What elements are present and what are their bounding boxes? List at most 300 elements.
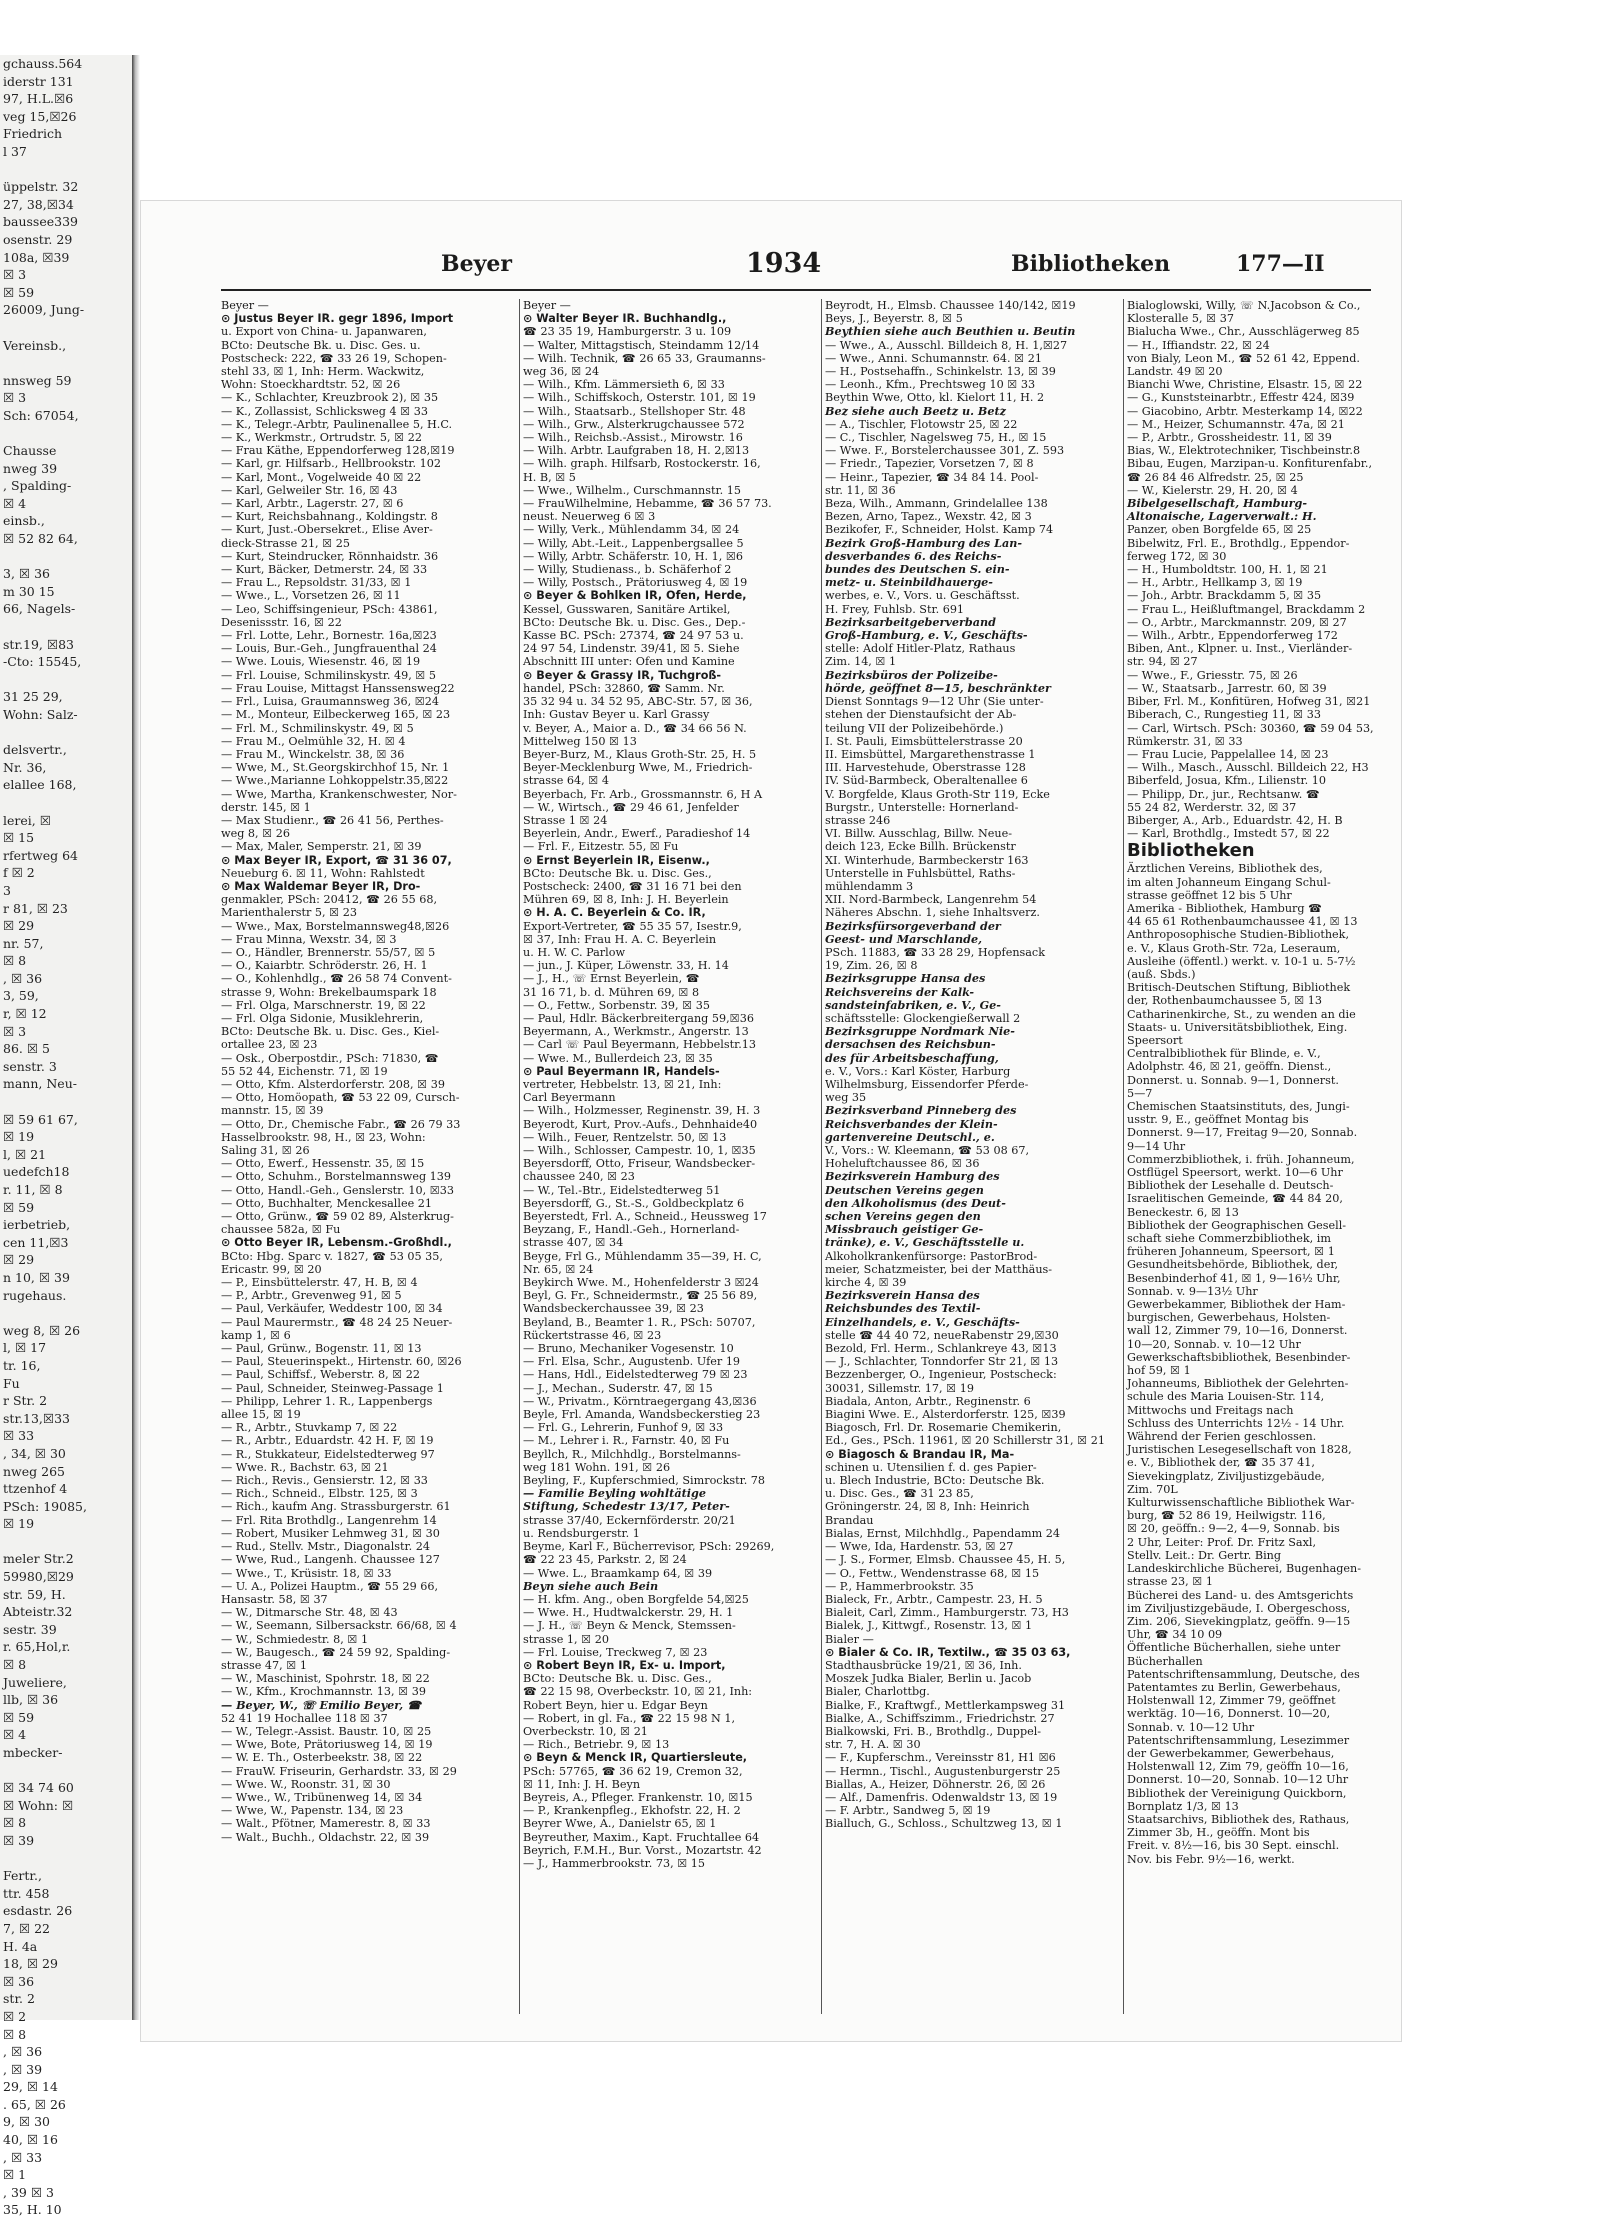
directory-entry-line: Postscheck: 222, ☎ 33 26 19, Schopen- <box>221 351 447 365</box>
firm-entry: ⊙ Walter Beyer IR. Buchhandlg., <box>523 312 727 326</box>
prev-page-line: ☒ 2 <box>3 2008 27 2024</box>
directory-entry-line: bundes des Deutschen S. ein- <box>825 562 1010 577</box>
directory-entry-line: XI. Winterhude, Barmbeckerstr 163 <box>825 853 1029 867</box>
prev-page-line: ☒ 33 <box>3 1428 35 1444</box>
directory-entry-line: — Karl, Gelweiler Str. 16, ☒ 43 <box>221 483 398 497</box>
prev-page-line: 35, H. 10 <box>3 2202 62 2218</box>
directory-entry-line: 55 52 44, Eichenstr. 71, ☒ 19 <box>221 1064 388 1078</box>
directory-entry-line: (auß. Sbds.) <box>1127 967 1196 981</box>
directory-entry-line: Bialluch, G., Schloss., Schultzweg 13, ☒ 1 <box>825 1817 1063 1831</box>
directory-entry-line: werktäg. 10—16, Donnerst. 10—20, <box>1127 1707 1331 1721</box>
prev-page-line: PSch: 19085, <box>3 1498 87 1514</box>
directory-entry-line: Overbeckstr. 10, ☒ 21 <box>523 1724 648 1738</box>
directory-entry-line: Neueburg 6. ☒ 11, Wohn: Rahlstedt <box>221 866 425 880</box>
previous-page-edge <box>0 55 134 2218</box>
directory-entry-line: Holstenwall 12, Zim 79, geöffn 10—16, <box>1127 1760 1349 1774</box>
directory-entry-line: 5—7 <box>1127 1086 1153 1100</box>
prev-page-line: -Cto: 15545, <box>3 654 82 670</box>
directory-entry-line: Zim. 70L <box>1127 1482 1178 1496</box>
directory-entry-line: VI. Billw. Ausschlag, Billw. Neue- <box>825 827 1013 841</box>
prev-page-line: ☒ 4 <box>3 495 27 511</box>
directory-entry-line: Bialer, Charlottbg. <box>825 1685 930 1699</box>
directory-entry-line: — Wwe. F., Borstelerchaussee 301, Z. 593 <box>825 444 1065 458</box>
directory-entry-line: Einzelhandels, e. V., Geschäfts- <box>825 1314 1020 1329</box>
directory-entry-line: Beyersdorff, Otto, Friseur, Wandsbecker- <box>523 1157 756 1171</box>
directory-entry-line: — Karl, gr. Hilfsarb., Hellbrookstr. 102 <box>221 457 441 471</box>
directory-entry-line: — Wilh. graph. Hilfsarb, Rostockerstr. 16, <box>523 457 761 471</box>
directory-entry-line: von Bialy, Leon M., ☎ 52 61 42, Eppend. <box>1127 351 1360 365</box>
directory-entry-line: strasse 9, Wohn: Brekelbaumspark 18 <box>221 985 437 999</box>
prev-page-line: Juweliere, <box>3 1674 67 1690</box>
directory-entry-line: — Friedr., Tapezier, Vorsetzen 7, ☒ 8 <box>825 457 1034 471</box>
directory-entry-line: — W., Seemann, Silbersackstr. 66/68, ☒ 4 <box>221 1619 457 1633</box>
directory-entry-line: e. V., Klaus Groth-Str. 72a, Leseraum, <box>1127 941 1341 955</box>
directory-entry-line: — Wwe. R., Bachstr. 63, ☒ 21 <box>221 1460 389 1474</box>
directory-entry-line: Beyerbach, Fr. Arb., Grossmannstr. 6, H A <box>523 787 763 801</box>
prev-page-line: , ☒ 33 <box>3 2149 43 2165</box>
directory-entry-line: kirche 4, ☒ 39 <box>825 1276 907 1290</box>
directory-entry-line: ☎ 22 15 98, Overbeckstr. 10, ☒ 21, Inh: <box>523 1685 753 1699</box>
directory-entry-line: Staats- u. Universitätsbibliothek, Eing. <box>1127 1020 1348 1034</box>
directory-entry-line: — Wwe., T., Krüsistr. 18, ☒ 33 <box>221 1566 392 1580</box>
directory-entry-line: V. Borgfelde, Klaus Groth-Str 119, Ecke <box>825 787 1050 801</box>
prev-page-line: nweg 39 <box>3 460 58 476</box>
directory-entry-line: Marienthalerstr 5, ☒ 23 <box>221 906 357 920</box>
directory-entry-line: Gesundheitsbehörde, Bibliothek, der, <box>1127 1258 1338 1272</box>
directory-entry-line: Biben, Ant., Klpner. u. Inst., Vierländer- <box>1127 642 1353 656</box>
directory-entry-line: — O., Fettw., Wendenstrasse 68, ☒ 15 <box>825 1566 1040 1580</box>
directory-entry-line: Inh: Gustav Beyer u. Karl Grassy <box>523 708 710 722</box>
directory-entry-line: — J., Hammerbrookstr. 73, ☒ 15 <box>523 1856 706 1870</box>
prev-page-line: H. 4a <box>3 1938 38 1954</box>
directory-entry-line: — Wwe. M., Bullerdeich 23, ☒ 35 <box>523 1051 713 1065</box>
directory-entry-line: deich 123, Ecke Billh. Brückenstr <box>825 840 1016 854</box>
directory-entry-line: Burgstr., Unterstelle: Hornerland- <box>825 800 1019 814</box>
directory-entry-line: — Heinr., Tapezier, ☎ 34 84 14. Pool- <box>825 470 1039 484</box>
firm-entry: ⊙ Bialer & Co. IR, Textilw., ☎ 35 03 63, <box>825 1645 1071 1659</box>
directory-entry-line: Beyzang, F., Handl.-Geh., Hornerland- <box>523 1223 740 1237</box>
directory-entry-line: Beza, Wilh., Ammann, Grindelallee 138 <box>825 497 1048 511</box>
directory-entry-line: Bibelwitz, Frl. E., Brothdlg., Eppendor- <box>1127 536 1350 550</box>
directory-entry-line: stelle ☎ 44 40 72, neueRabenstr 29,☒30 <box>825 1328 1059 1342</box>
directory-entry-line: Panzer, oben Borgfelde 65, ☒ 25 <box>1127 523 1312 537</box>
directory-entry-line: Saling 31, ☒ 26 <box>221 1144 310 1157</box>
directory-entry-line: — W., Baugesch., ☎ 24 59 92, Spalding- <box>221 1645 451 1659</box>
directory-entry-line: — Frl. Rita Brothdlg., Langenrehm 14 <box>221 1513 437 1527</box>
directory-entry-line: Reichsvereins der Kalk- <box>825 984 975 999</box>
prev-page-line: ☒ 3 <box>3 1023 27 1039</box>
directory-entry-line: Beys, J., Beyerstr. 8, ☒ 5 <box>825 312 963 326</box>
section-heading: Bibliotheken <box>1127 840 1255 862</box>
directory-entry-line: — W., Staatsarb., Jarrestr. 60, ☒ 39 <box>1127 681 1327 695</box>
directory-entry-line: schule des Maria Louisen-Str. 114, <box>1127 1390 1325 1404</box>
directory-entry-line: — Bruno, Mechaniker Vogesenstr. 10 <box>523 1342 734 1356</box>
directory-entry-line: Patentschriftensammlung, Deutsche, des <box>1127 1667 1360 1681</box>
directory-entry-line: Landstr. 49 ☒ 20 <box>1127 365 1223 379</box>
directory-entry-line: burgischen, Gewerbehaus, Holsten- <box>1127 1311 1331 1325</box>
prev-page-line: ☒ 8 <box>3 1815 27 1831</box>
directory-entry-line: str. 94, ☒ 27 <box>1127 655 1198 669</box>
directory-entry-line: — J., H., ☏ Ernst Beyerlein, ☎ <box>523 972 700 986</box>
directory-entry-line: Bezirksbüros der Polizeibe- <box>825 667 998 682</box>
prev-page-line: ☒ 29 <box>3 918 35 934</box>
directory-entry-line: Freit. v. 8½—16, bis 30 Sept. einschl. <box>1127 1839 1340 1853</box>
directory-entry-line: 24 97 54, Lindenstr. 39/41, ☒ 5. Siehe <box>523 642 740 656</box>
directory-entry-line: 9—14 Uhr <box>1127 1139 1186 1153</box>
directory-entry-line: der Gewerbekammer, Gewerbehaus, <box>1127 1746 1335 1760</box>
directory-entry-line: strasse 23, ☒ 1 <box>1127 1575 1213 1589</box>
directory-entry-line: — Willy, Arbtr. Schäferstr. 10, H. 1, ☒6 <box>523 549 744 563</box>
directory-entry-line: — W., Maschinist, Spohrstr. 18, ☒ 22 <box>221 1672 430 1686</box>
firm-entry: ⊙ Beyn & Menck IR, Quartiersleute, <box>523 1751 748 1765</box>
directory-entry-line: — Kurt, Just.-Obersekret., Elise Aver- <box>221 523 433 537</box>
directory-entry-line: — Wwe. L., Braamkamp 64, ☒ 39 <box>523 1566 713 1580</box>
directory-entry-line: — Frl. Louise, Treckweg 7, ☒ 23 <box>523 1645 708 1659</box>
directory-entry-line: Biberger, A., Arb., Eduardstr. 42, H. B <box>1127 813 1343 827</box>
directory-entry-line: — Frl. Olga, Marschnerstr. 19, ☒ 22 <box>221 998 426 1012</box>
directory-entry-line: Wohn: Stoeckhardtstr. 52, ☒ 26 <box>221 378 401 392</box>
column-2 <box>523 299 818 2014</box>
prev-page-line: , 39 ☒ 3 <box>3 2184 54 2200</box>
prev-page-line: ☒ 8 <box>3 1657 27 1673</box>
prev-page-line: einsb., <box>3 513 45 529</box>
prev-page-line: str. 59, H. <box>3 1586 66 1602</box>
directory-entry-line: strasse 246 <box>825 813 891 827</box>
prev-page-line: meler Str.2 <box>3 1551 74 1567</box>
directory-entry-line: Hasselbrookstr. 98, H., ☒ 23, Wohn: <box>221 1130 426 1144</box>
prev-page-line: 3, ☒ 36 <box>3 566 50 582</box>
directory-entry-line: schaft siehe Commerzbibliothek, im <box>1127 1232 1331 1246</box>
prev-page-line: r Str. 2 <box>3 1393 48 1409</box>
directory-entry-line: Mittelweg 150 ☒ 13 <box>523 734 637 748</box>
directory-entry-line: burg, ☎ 52 86 19, Heilwigstr. 116, <box>1127 1509 1326 1523</box>
prev-page-line: 3 <box>3 882 11 898</box>
directory-entry-line: ferweg 172, ☒ 30 <box>1127 549 1227 563</box>
prev-page-line: ttzenhof 4 <box>3 1481 68 1497</box>
directory-entry-line: — Otto, Ewerf., Hessenstr. 35, ☒ 15 <box>221 1157 425 1171</box>
prev-page-line: ☒ 39 <box>3 1832 35 1848</box>
firm-entry: ⊙ Robert Beyn IR, Ex- u. Import, <box>523 1658 726 1672</box>
directory-entry-line: Beyerodt, Kurt, Prov.-Aufs., Dehnhaide40 <box>523 1117 758 1131</box>
directory-entry-line: — Frau Minna, Wexstr. 34, ☒ 3 <box>221 932 397 946</box>
directory-entry-line: 30031, Sillemstr. 17, ☒ 19 <box>825 1381 974 1395</box>
directory-entry-line: ☒ 11, Inh: J. H. Beyn <box>523 1777 641 1791</box>
directory-entry-line: V., Vors.: W. Kleemann, ☎ 53 08 67, <box>825 1144 1030 1157</box>
directory-entry-line: gartenvereine Deutschl., e. <box>825 1129 995 1144</box>
prev-page-line: üppelstr. 32 <box>3 179 79 195</box>
prev-page-line: Sch: 67054, <box>3 407 79 423</box>
prev-page-line: str.19, ☒83 <box>3 636 74 652</box>
directory-entry-line: Patentamtes zu Berlin, Gewerbehaus, <box>1127 1680 1341 1694</box>
directory-entry-line: — Otto, Schuhm., Borstelmannsweg 139 <box>221 1170 452 1184</box>
prev-page-line: m 30 15 <box>3 583 55 599</box>
directory-entry-line: BCto: Deutsche Bk. u. Disc. Ges. u. <box>221 338 421 352</box>
directory-entry-line: strasse 37/40, Eckernförderstr. 20/21 <box>523 1513 736 1527</box>
directory-entry-line: Beyreis, A., Pfleger. Frankenstr. 10, ☒15 <box>523 1790 753 1804</box>
directory-entry-line: — Frl. Olga Sidonie, Musiklehrerin, <box>221 1011 424 1025</box>
prev-page-line: Nr. 36, <box>3 759 47 775</box>
directory-entry-line: Bialeit, Carl, Zimm., Hamburgerstr. 73, H3 <box>825 1606 1069 1620</box>
directory-entry-line: BCto: Deutsche Bk. u. Disc. Ges., <box>523 866 712 880</box>
prev-page-line: ☒ 59 <box>3 284 35 300</box>
directory-entry-line: strasse 1, ☒ 20 <box>523 1632 609 1646</box>
prev-page-line: llb, ☒ 36 <box>3 1692 59 1708</box>
directory-entry-line: Gewerkschaftsbibliothek, Besenbinder- <box>1127 1350 1351 1364</box>
directory-entry-line: — Paul, Schneider, Steinweg-Passage 1 <box>221 1381 444 1395</box>
directory-entry-line: Beneckestr. 6, ☒ 13 <box>1127 1205 1239 1219</box>
directory-entry-line: — M., Heizer, Schumannstr. 47a, ☒ 21 <box>1127 417 1345 431</box>
directory-entry-line: — Wwe., Anni. Schumannstr. 64. ☒ 21 <box>825 351 1042 365</box>
column-1 <box>221 299 516 2014</box>
directory-entry-line: Bez siehe auch Beetz u. Betz <box>825 403 1006 418</box>
directory-entry-line: Beyer — <box>523 299 571 312</box>
directory-entry-line: str. 7, H. A. ☒ 30 <box>825 1738 921 1752</box>
directory-entry-line: u. Disc. Ges., ☎ 31 23 85, <box>825 1487 974 1501</box>
directory-entry-line: — Max Studienr., ☎ 26 41 56, Perthes- <box>221 813 444 827</box>
directory-entry-line: — Wwe., A., Ausschl. Billdeich 8, H. 1,☒27 <box>825 338 1068 352</box>
directory-entry-line: 35 32 94 u. 34 52 95, ABC-Str. 57, ☒ 36, <box>523 695 753 709</box>
directory-entry-line: Bezirksverein Hansa des <box>825 1288 980 1303</box>
directory-entry-line: — Paul Maurermstr., ☎ 48 24 25 Neuer- <box>221 1315 453 1329</box>
prev-page-line: ☒ 36 <box>3 1973 35 1989</box>
directory-entry-line: — Leonh., Kfm., Prechtsweg 10 ☒ 33 <box>825 378 1036 392</box>
prev-page-line: Fu <box>3 1375 20 1391</box>
directory-entry-line: Nov. bis Febr. 9½—16, werkt. <box>1127 1852 1295 1866</box>
prev-page-line: rugehaus. <box>3 1287 67 1303</box>
directory-entry-line: — W. E. Th., Osterbeekstr. 38, ☒ 22 <box>221 1751 423 1765</box>
directory-entry-line: — J., Mechan., Suderstr. 47, ☒ 15 <box>523 1381 713 1395</box>
directory-entry-line: Biagini Wwe. E., Alsterdorferstr. 125, ☒39 <box>825 1408 1066 1422</box>
directory-entry-line: Kessel, Gusswaren, Sanitäre Artikel, <box>523 602 731 616</box>
directory-entry-line: Bibliothek der Lesehalle d. Deutsch- <box>1127 1179 1334 1193</box>
firm-entry: ⊙ H. A. C. Beyerlein & Co. IR, <box>523 906 706 920</box>
directory-entry-line: — Otto, Homöopath, ☎ 53 22 09, Cursch- <box>221 1091 460 1105</box>
directory-entry-line: Öffentliche Bücherhallen, siehe unter <box>1127 1641 1341 1655</box>
directory-entry-line: Hoheluftchaussee 86, ☒ 36 <box>825 1157 980 1171</box>
directory-entry-line: — R., Arbtr., Stuvkamp 7, ☒ 22 <box>221 1421 398 1435</box>
prev-page-line <box>0 1093 132 1111</box>
directory-entry-line: ☎ 22 23 45, Parkstr. 2, ☒ 24 <box>523 1553 687 1567</box>
directory-entry-line: Anthroposophische Studien-Bibliothek, <box>1127 928 1349 942</box>
directory-entry-line: u. Export von China- u. Japanwaren, <box>221 325 427 339</box>
directory-entry-line: — Wwe, M., St.Georgskirchhof 15, Nr. 1 <box>221 761 450 775</box>
directory-entry-line: werbes, e. V., Vors. u. Geschäftsst. <box>825 589 1020 603</box>
directory-entry-line: — Wwe.,Marianne Lohkoppelstr.35,☒22 <box>221 774 449 788</box>
directory-entry-line: — Wwe., Wilhelm., Curschmannstr. 15 <box>523 483 741 497</box>
directory-entry-line: Hansastr. 58, ☒ 37 <box>221 1592 328 1606</box>
directory-entry-line: Strasse 1 ☒ 24 <box>523 813 608 827</box>
directory-entry-line: — H. kfm. Ang., oben Borgfelde 54,☒25 <box>523 1592 749 1606</box>
directory-entry-line: strasse geöffnet 12 bis 5 Uhr <box>1127 888 1292 902</box>
prev-page-line: ☒ 8 <box>3 953 27 969</box>
directory-entry-line: — H., Postsehaffn., Schinkelstr. 13, ☒ 39 <box>825 365 1056 379</box>
directory-entry-line: Geest- und Marschlande, <box>825 931 983 946</box>
directory-entry-line: im alten Johanneum Eingang Schul- <box>1127 875 1331 889</box>
directory-entry-line: — Wwe, W., Papenstr. 134, ☒ 23 <box>221 1804 404 1818</box>
firm-entry: ⊙ Beyer & Grassy IR, Tuchgroß- <box>523 668 722 682</box>
prev-page-line: nweg 265 <box>3 1463 65 1479</box>
directory-entry-line: BCto: Deutsche Bk. u. Disc. Ges., <box>523 1672 712 1686</box>
directory-entry-line: Mühren 69, ☒ 8, Inh: J. H. Beyerlein <box>523 893 729 907</box>
prev-page-line: nr. 57, <box>3 935 44 951</box>
directory-entry-line: Bialke, F., Kraftwgf., Mettlerkampsweg 31 <box>825 1698 1066 1712</box>
directory-entry-line: Beykirch Wwe. M., Hohenfelderstr 3 ☒24 <box>523 1276 759 1290</box>
directory-entry-line: — Frl., Luisa, Graumannsweg 36, ☒24 <box>221 695 439 709</box>
prev-page-line: 31 25 29, <box>3 689 63 705</box>
directory-entry-line: — Paul, Schiffsf., Weberstr. 8, ☒ 22 <box>221 1368 421 1382</box>
directory-entry-line: — Wwe. Louis, Wiesenstr. 46, ☒ 19 <box>221 655 421 669</box>
directory-entry-line: Britisch-Deutschen Stiftung, Bibliothek <box>1127 981 1351 995</box>
prev-page-line: ☒ Wohn: ☒ <box>3 1797 74 1813</box>
directory-entry-line: — Wwe, Rud., Langenh. Chaussee 127 <box>221 1553 440 1567</box>
directory-entry-line: — Willy, Abt.-Leit., Lappenbergsallee 5 <box>523 536 744 550</box>
directory-entry-line: handel, PSch: 32860, ☎ Samm. Nr. <box>523 681 725 695</box>
directory-entry-line: — Frl. Elsa, Schr., Augustenb. Ufer 19 <box>523 1355 741 1369</box>
directory-entry-line: ☎ 26 84 46 Alfredstr. 25, ☒ 25 <box>1127 470 1304 484</box>
directory-entry-line: chaussee 240, ☒ 23 <box>523 1170 635 1184</box>
directory-entry-line: weg 181 Wohn. 191, ☒ 26 <box>523 1460 671 1474</box>
directory-entry-line: — P., Arbtr., Grossheidestr. 11, ☒ 39 <box>1127 431 1332 445</box>
column-divider <box>519 299 520 2014</box>
directory-entry-line: — Wilh., Masch., Ausschl. Billdeich 22, H3 <box>1127 761 1369 775</box>
directory-entry-line: — Rich., kaufm Ang. Strassburgerstr. 61 <box>221 1500 451 1514</box>
directory-entry-line: 31 16 71, b. d. Mühren 69, ☒ 8 <box>523 985 700 999</box>
directory-entry-line: — Wilh., Kfm. Lämmersieth 6, ☒ 33 <box>523 378 725 392</box>
directory-entry-line: — Frau Lucie, Pappelallee 14, ☒ 23 <box>1127 747 1329 761</box>
prev-page-line: 108a, ☒39 <box>3 249 70 265</box>
directory-entry-line: — Karl, Brothdlg., Imstedt 57, ☒ 22 <box>1127 827 1330 841</box>
directory-entry-line: strasse 47, ☒ 1 <box>221 1658 307 1672</box>
directory-entry-line: dersachsen des Reichsbun- <box>825 1037 996 1052</box>
directory-entry-line: weg 36, ☒ 24 <box>523 365 600 379</box>
directory-entry-line: Bezen, Arno, Tapez., Wexstr. 42, ☒ 3 <box>825 510 1032 524</box>
prev-page-line: r. 65,Hol,r. <box>3 1639 71 1655</box>
directory-entry-line: IV. Süd-Barmbeck, Oberaltenallee 6 <box>825 774 1028 788</box>
directory-entry-line: — jun., J. Küper, Löwenstr. 33, H. 14 <box>523 959 729 973</box>
prev-page-line <box>0 161 132 179</box>
directory-entry-line: Bezirksgruppe Nordmark Nie- <box>825 1024 1015 1039</box>
directory-entry-line: — Karl, Arbtr., Lagerstr. 27, ☒ 6 <box>221 497 404 511</box>
prev-page-line <box>0 424 132 442</box>
prev-page-line: ☒ 52 82 64, <box>3 531 78 547</box>
directory-entry-line: — Rich., Betriebr. 9, ☒ 13 <box>523 1738 670 1752</box>
prev-page-line: r. 11, ☒ 8 <box>3 1182 63 1197</box>
prev-page-line: 18, ☒ 29 <box>3 1956 58 1972</box>
directory-entry-line: Bibliothek der Geographischen Gesell- <box>1127 1218 1347 1232</box>
directory-entry-line: Deutschen Vereins gegen <box>825 1182 984 1197</box>
book-gutter <box>132 55 140 2020</box>
prev-page-line: ☒ 59 <box>3 1709 35 1725</box>
directory-entry-line: — H., Arbtr., Hellkamp 3, ☒ 19 <box>1127 576 1303 590</box>
column-divider <box>821 299 822 2014</box>
directory-entry-line: Amerika - Bibliothek, Hamburg ☎ <box>1127 901 1323 915</box>
directory-entry-line: derstr. 145, ☒ 1 <box>221 800 311 814</box>
directory-entry-line: — Frl. F., Eitzestr. 55, ☒ Fu <box>523 840 679 854</box>
directory-entry-line: — Frl. Louise, Schmilinskystr. 49, ☒ 5 <box>221 668 437 682</box>
directory-entry-line: u. Rendsburgerstr. 1 <box>523 1526 640 1540</box>
prev-page-line: tr. 16, <box>3 1357 41 1373</box>
prev-page-line: ☒ 34 74 60 <box>3 1780 74 1796</box>
directory-entry-line: weg 35 <box>825 1091 867 1105</box>
directory-entry-line: Beyn siehe auch Bein <box>523 1578 659 1593</box>
directory-entry-line: Donnerst. 9—17, Freitag 9—20, Sonnab. <box>1127 1126 1358 1140</box>
directory-entry-line: — H., Humboldtstr. 100, H. 1, ☒ 21 <box>1127 563 1328 577</box>
directory-entry-line: Beyland, B., Beamter 1. R., PSch: 50707, <box>523 1315 756 1329</box>
directory-entry-line: 44 65 61 Rothenbaumchaussee 41, ☒ 13 <box>1127 915 1358 929</box>
prev-page-line: 59980,☒29 <box>3 1569 74 1585</box>
directory-entry-line: Zimmer 3b, H., geöffn. Mont bis <box>1127 1826 1310 1840</box>
directory-entry-line: — Hans, Hdl., Eidelstedterweg 79 ☒ 23 <box>523 1368 748 1382</box>
directory-entry-line: — Frl. G., Lehrerin, Funhof 9, ☒ 33 <box>523 1421 724 1435</box>
directory-entry-line: Beyrer Wwe, A., Danielstr 65, ☒ 1 <box>523 1817 717 1831</box>
directory-entry-line: Bialas, Ernst, Milchhdlg., Papendamm 24 <box>825 1526 1061 1540</box>
directory-entry-line: Stellv. Leit.: Dr. Gertr. Bing <box>1127 1548 1282 1562</box>
prev-page-line: str. 2 <box>3 1991 35 2007</box>
prev-page-line: ☒ 59 <box>3 1199 35 1215</box>
directory-entry-line: Bezirksfürsorgeverband der <box>825 918 1001 933</box>
prev-page-line: f ☒ 2 <box>3 865 35 881</box>
directory-entry-line: 55 24 82, Werderstr. 32, ☒ 37 <box>1127 800 1297 814</box>
directory-entry-line: — W., Tel.-Btr., Eidelstedterweg 51 <box>523 1183 721 1197</box>
firm-entry: ⊙ Paul Beyermann IR, Handels- <box>523 1064 720 1078</box>
prev-page-line: mann, Neu- <box>3 1076 77 1092</box>
directory-entry-line: ortallee 23, ☒ 23 <box>221 1038 318 1052</box>
directory-entry-line: Sonnab. v. 9—13½ Uhr <box>1127 1284 1258 1298</box>
directory-entry-line: — Willy, Studienass., b. Schäferhof 2 <box>523 563 732 577</box>
directory-entry-line: mühlendamm 3 <box>825 879 914 893</box>
directory-entry-line: chaussee 582a, ☒ Fu <box>221 1223 341 1237</box>
directory-entry-line: — Otto, Handl.-Geh., Genslerstr. 10, ☒33 <box>221 1183 455 1197</box>
directory-entry-line: Donnerst. 10—20, Sonnab. 10—12 Uhr <box>1127 1773 1349 1787</box>
directory-entry-line: — Wilh., Reichsb.-Assist., Mirowstr. 16 <box>523 431 743 445</box>
prev-page-line <box>0 724 132 742</box>
directory-entry-line: — J., Schlachter, Tonndorfer Str 21, ☒ 13 <box>825 1355 1059 1369</box>
directory-entry-line: — O., Arbtr., Marckmannstr. 209, ☒ 27 <box>1127 615 1347 629</box>
directory-entry-line: Dienst Sonntags 9—12 Uhr (Sie unter- <box>825 695 1044 709</box>
directory-entry-line: — FrauW. Friseurin, Gerhardstr. 33, ☒ 29 <box>221 1764 457 1778</box>
directory-entry-line: Catharinenkirche, St., zu wenden an die <box>1127 1007 1356 1021</box>
directory-entry-line: — Paul, Grünw., Bogenstr. 11, ☒ 13 <box>221 1342 422 1356</box>
directory-entry-line: — J. H., ☏ Beyn & Menck, Stemssen- <box>523 1619 736 1633</box>
directory-entry-line: Johanneums, Bibliothek der Gelehrten- <box>1127 1377 1349 1391</box>
prev-page-line <box>0 1533 132 1551</box>
directory-entry-line: — Carl ☏ Paul Beyermann, Hebbelstr.13 <box>523 1038 757 1052</box>
directory-entry-line: Beyreuther, Maxim., Kapt. Fruchtallee 64 <box>523 1830 760 1844</box>
page-header <box>141 248 1401 285</box>
directory-entry-line: Adolphstr. 46, ☒ 21, geöffn. Dienst., <box>1127 1060 1332 1074</box>
directory-entry-line: Biagosch, Frl. Dr. Rosemarie Chemikerin, <box>825 1421 1062 1435</box>
directory-entry-line: Beythin Wwe, Otto, kl. Kielort 11, H. 2 <box>825 391 1045 405</box>
directory-entry-line: — Wwe., W., Tribünenweg 14, ☒ 34 <box>221 1790 423 1804</box>
directory-entry-line: BCto: Deutsche Bk. u. Disc. Ges., Dep.- <box>523 615 746 629</box>
directory-entry-line: — Paul, Verkäufer, Weddestr 100, ☒ 34 <box>221 1302 443 1316</box>
directory-entry-line: — P., Krankenpfleg., Ekhofstr. 22, H. 2 <box>523 1804 741 1818</box>
directory-entry-line: schäftsstelle: Glockengießerwall 2 <box>825 1011 1021 1025</box>
directory-entry-line: Juristischen Lesegesellschaft von 1828, <box>1127 1443 1352 1457</box>
directory-entry-line: — Frau L., Heißluftmangel, Brackdamm 2 <box>1127 602 1366 616</box>
directory-entry-line: Beyer-Mecklenburg Wwe, M., Friedrich- <box>523 761 753 775</box>
directory-entry-line: — Kurt, Bäcker, Detmerstr. 24, ☒ 33 <box>221 563 428 577</box>
directory-entry-line: — Wilh., Holzmesser, Reginenstr. 39, H. 3 <box>523 1104 761 1118</box>
directory-entry-line: BCto: Deutsche Bk. u. Disc. Ges., Kiel- <box>221 1025 440 1039</box>
directory-entry-line: Speersort <box>1127 1033 1183 1047</box>
firm-entry: ⊙ Biagosch & Brandau IR, Ma- <box>825 1447 1015 1461</box>
directory-entry-line: — Frau M., Oelmühle 32, H. ☒ 4 <box>221 734 406 748</box>
firm-entry: ⊙ Otto Beyer IR, Lebensm.-Großhdl., <box>221 1236 452 1250</box>
directory-entry-line: — U. A., Polizei Hauptm., ☎ 55 29 66, <box>221 1579 439 1593</box>
directory-entry-line: Sonnab. v. 10—12 Uhr <box>1127 1720 1255 1734</box>
prev-page-line: Abteistr.32 <box>3 1604 73 1620</box>
